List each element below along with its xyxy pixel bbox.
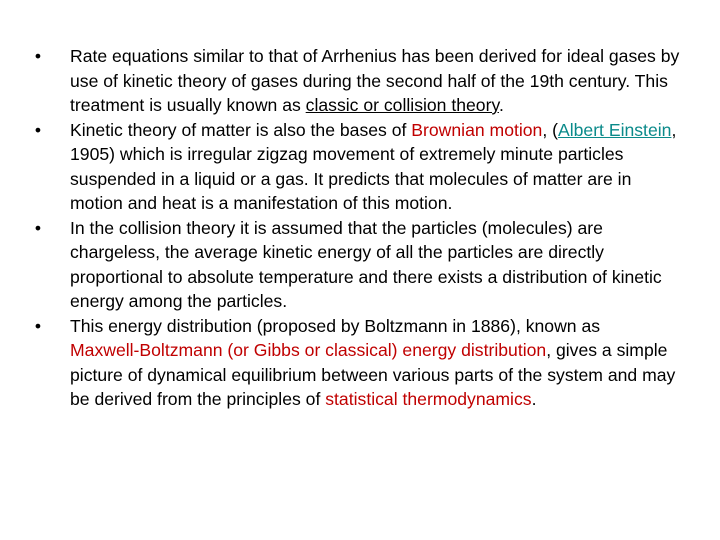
bullet-marker: •: [34, 46, 42, 66]
bullet-item-kinetic-theory: [28, 118, 688, 216]
bullet-text: This energy distribution (proposed by Boltzmann in 1886), known as: [70, 315, 601, 336]
bullet-text: In the collision theory it is assumed that the particles (molecules) are chargeless, the average kinetic energy of all the particles are directly proportional to absolute temperature and there exists a distribution of kinetic energy among the particles.: [70, 217, 662, 311]
bullet-item-collision-assumption: [28, 216, 688, 314]
bullet-text: , 1905) which is irregular zigzag movement of extremely minute particles suspended in a liquid or a gas. It predicts that molecules of matter are in motion and heat is a manifestation of this motion.: [70, 119, 677, 213]
bullet-text: , gives a simple picture of dynamical equilibrium between various parts of the system and may be derived from the principles of: [70, 340, 676, 409]
brownian-motion-term: Brownian motion: [411, 119, 543, 140]
albert-einstein-link[interactable]: Albert Einstein: [557, 119, 672, 140]
statistical-thermodynamics-term: statistical thermodynamics: [325, 389, 532, 409]
bullet-text: Rate equations similar to that of Arrhenius has been derived for ideal gases by use of kinetic theory of gases during the second half of the 19th century. This treatment is usually known as: [70, 46, 680, 115]
bullet-marker: •: [34, 119, 42, 140]
maxwell-boltzmann-term: Maxwell‑Boltzmann (or Gibbs or classical) energy distribution: [70, 340, 547, 360]
bullet-item-energy-distribution: [28, 314, 688, 412]
bullet-list: [28, 44, 688, 412]
collision-theory-term: classic or collision theory: [305, 95, 499, 115]
bullet-marker: •: [34, 217, 42, 238]
bullet-text: .: [498, 95, 504, 115]
bullet-text: , (: [542, 119, 558, 140]
bullet-marker: •: [34, 315, 42, 336]
bullet-text: .: [531, 389, 537, 409]
bullet-item-arrhenius: [28, 44, 688, 118]
bullet-text: Kinetic theory of matter is also the bases of: [70, 119, 412, 140]
